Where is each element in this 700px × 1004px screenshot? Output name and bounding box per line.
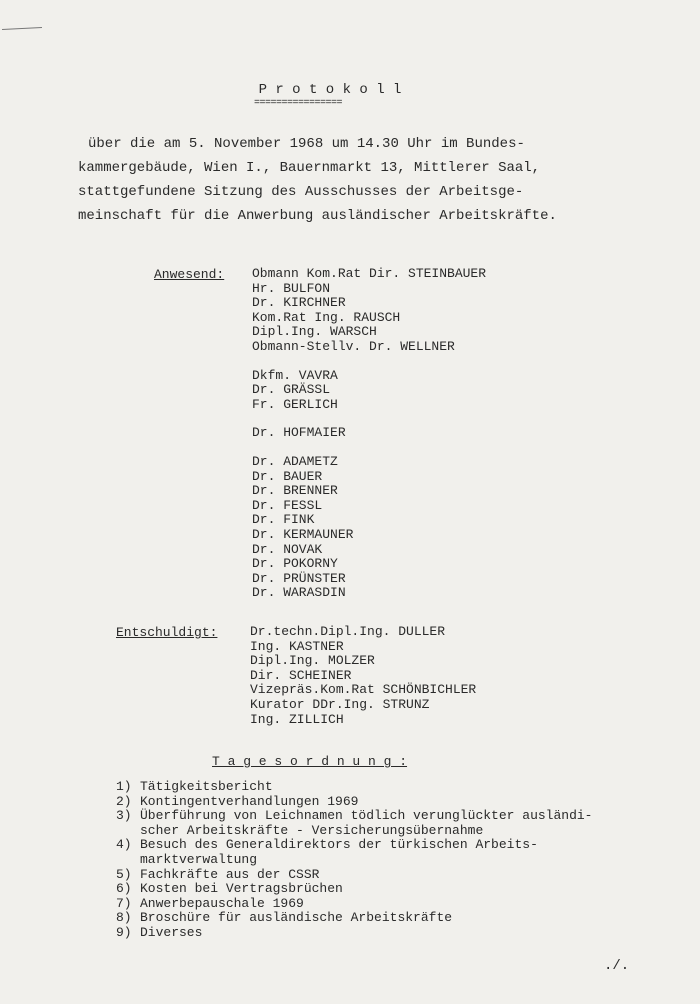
agenda-item: [116, 868, 676, 883]
agenda-number: 1): [116, 779, 132, 794]
agenda-text: Überführung von Leichnamen tödlich verunglückter ausländi- scher Arbeitskräfte - Versicherungsübernahme: [140, 808, 593, 838]
agenda-text: Besuch des Generaldirektors der türkischen Arbeits- marktverwaltung: [140, 837, 538, 867]
attendee: Dr. KIRCHNER: [252, 295, 346, 311]
attendee: Dr. NOVAK: [252, 541, 323, 557]
anwesend-label: Anwesend:: [154, 267, 225, 282]
intro-line: über die am 5. November 1968 um 14.30 Uhr im Bundes-: [88, 136, 525, 152]
attendee: Dr. FESSL: [252, 497, 323, 513]
agenda-item: [116, 926, 676, 941]
agenda-text: Tätigkeitsbericht: [140, 779, 273, 794]
attendee: Kom.Rat Ing. RAUSCH: [252, 309, 401, 325]
excused-member: Dipl.Ing. MOLZER: [250, 653, 375, 669]
agenda-number: 3): [116, 808, 132, 824]
excused-member: Kurator DDr.Ing. STRUNZ: [250, 696, 430, 712]
intro-line: kammergebäude, Wien I., Bauernmarkt 13, Mittlerer Saal,: [78, 160, 541, 176]
intro-line: meinschaft für die Anwerbung ausländischer Arbeitskräfte.: [78, 208, 557, 224]
agenda-number: 8): [116, 910, 132, 926]
attendee: Dipl.Ing. WARSCH: [252, 324, 377, 340]
agenda-text: Fachkräfte aus der CSSR: [140, 866, 320, 882]
attendee: Dr. PRÜNSTER: [252, 570, 346, 586]
agenda-title: T a g e s o r d n u n g :: [212, 754, 408, 769]
attendee: Dr. BRENNER: [252, 483, 338, 499]
attendee: Dr. ADAMETZ: [252, 453, 338, 469]
attendee: Hr. BULFON: [252, 280, 331, 296]
agenda-item: [116, 795, 676, 810]
entschuldigt-list: [250, 625, 476, 727]
attendee: Dr. WARASDIN: [252, 585, 346, 601]
agenda-number: 9): [116, 924, 132, 940]
agenda-text: Kontingentverhandlungen 1969: [140, 793, 359, 809]
title-underline: ================: [254, 98, 343, 109]
excused-member: Dir. SCHEINER: [250, 667, 352, 683]
attendee: Dr. BAUER: [252, 468, 323, 484]
excused-member: Ing. ZILLICH: [250, 711, 344, 727]
attendee: Obmann Kom.Rat Dir. STEINBAUER: [252, 266, 487, 281]
anwesend-list: [252, 267, 486, 601]
agenda-number: 6): [116, 881, 132, 897]
attendee: Dr. FINK: [252, 512, 315, 528]
agenda-text: Broschüre für ausländische Arbeitskräfte: [140, 910, 453, 926]
attendee: Dkfm. VAVRA: [252, 367, 338, 383]
intro-line: stattgefundene Sitzung des Ausschusses der Arbeitsge-: [78, 184, 524, 200]
attendee: Dr. KERMAUNER: [252, 526, 354, 542]
continuation-mark: ./.: [604, 958, 630, 974]
excused-member: Ing. KASTNER: [250, 638, 344, 654]
attendee: Dr. GRÄSSL: [252, 382, 331, 398]
attendee: Obmann-Stellv. Dr. WELLNER: [252, 338, 455, 354]
attendee: Fr. GERLICH: [252, 396, 338, 412]
excused-member: Vizepräs.Kom.Rat SCHÖNBICHLER: [250, 682, 477, 698]
entschuldigt-label: Entschuldigt:: [116, 625, 218, 640]
document-title: P r o t o k o l l: [258, 82, 402, 98]
agenda-item: [116, 838, 676, 867]
agenda-list: [116, 780, 676, 941]
intro-paragraph: [78, 132, 608, 228]
agenda-item: [116, 809, 676, 838]
agenda-text: Diverses: [140, 924, 203, 940]
agenda-number: 2): [116, 793, 132, 809]
margin-pen-mark: [2, 27, 42, 30]
agenda-item: [116, 780, 676, 795]
attendee: Dr. HOFMAIER: [252, 425, 346, 441]
agenda-number: 4): [116, 837, 132, 853]
excused-member: Dr.techn.Dipl.Ing. DULLER: [250, 624, 446, 639]
agenda-item: [116, 882, 676, 897]
agenda-text: Kosten bei Vertragsbrüchen: [140, 881, 343, 897]
agenda-item: [116, 911, 676, 926]
agenda-number: 7): [116, 895, 132, 911]
agenda-text: Anwerbepauschale 1969: [140, 895, 304, 911]
agenda-number: 5): [116, 866, 132, 882]
attendee: Dr. POKORNY: [252, 556, 338, 572]
agenda-item: [116, 897, 676, 912]
